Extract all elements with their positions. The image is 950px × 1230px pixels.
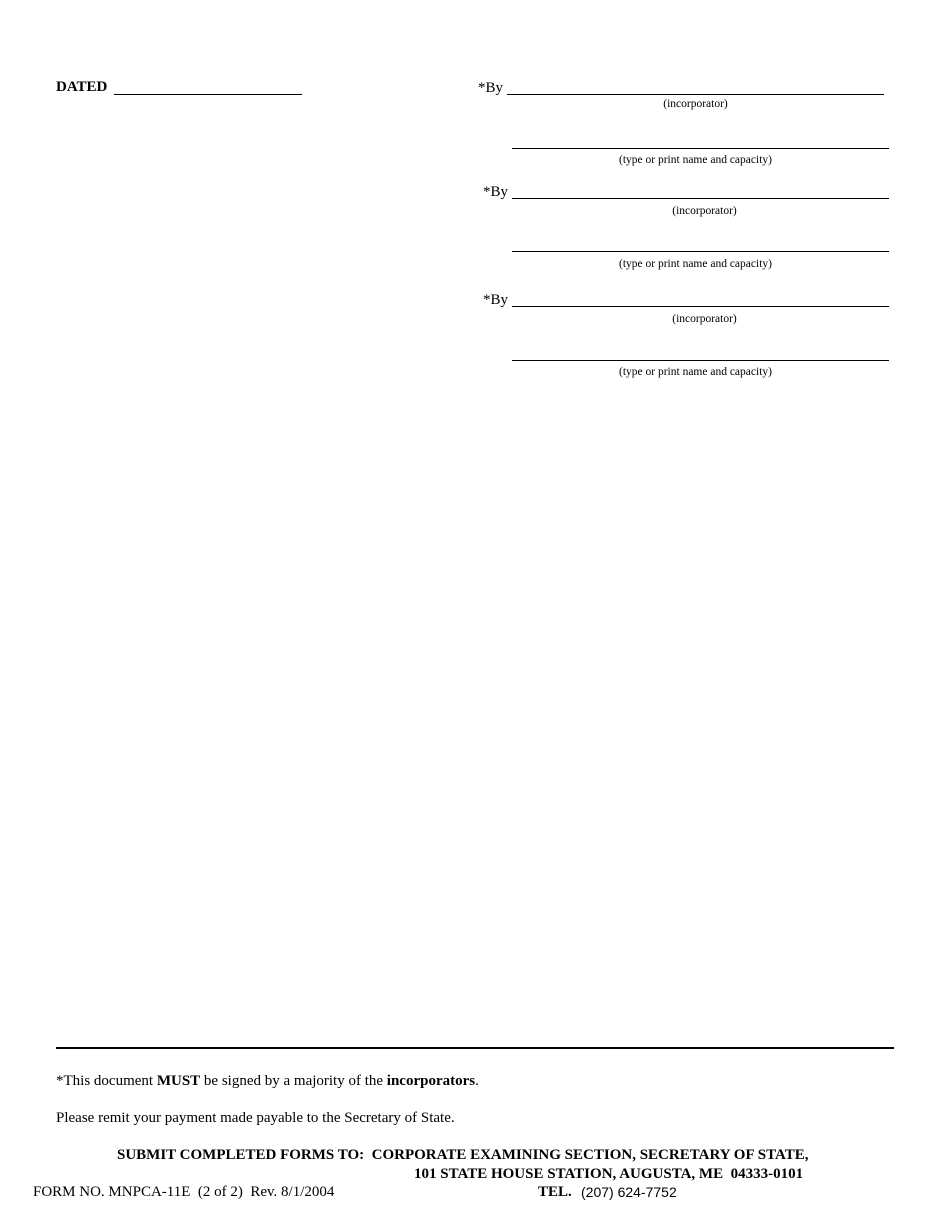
submit-line-1: SUBMIT COMPLETED FORMS TO: CORPORATE EXAMINING SECTION, SECRETARY OF STATE, [117, 1147, 809, 1163]
note-prefix: *This document [56, 1073, 157, 1089]
name-capacity-field-3[interactable] [512, 360, 889, 361]
incorporator-caption-3: (incorporator) [672, 313, 737, 325]
footer-divider [56, 1047, 894, 1049]
incorporator-signature-field-2[interactable] [512, 198, 889, 199]
dated-label: DATED [56, 79, 108, 95]
note-incorporators: incorporators [386, 1073, 476, 1089]
signing-note [56, 1072, 479, 1090]
remit-note: Please remit your payment made payable to the Secretary of State. [56, 1110, 455, 1126]
by-label-2: *By [483, 184, 509, 200]
tel-label: TEL. [538, 1184, 572, 1200]
incorporator-signature-field-1[interactable] [507, 94, 884, 95]
name-capacity-field-1[interactable] [512, 148, 889, 149]
name-capacity-field-2[interactable] [512, 251, 889, 252]
tel-number: (207) 624-7752 [581, 1184, 677, 1200]
incorporator-caption-1: (incorporator) [663, 98, 728, 110]
name-caption-1: (type or print name and capacity) [619, 154, 772, 166]
by-label-1: *By [478, 80, 504, 96]
by-label-3: *By [483, 292, 509, 308]
name-caption-2: (type or print name and capacity) [619, 258, 772, 270]
incorporator-caption-2: (incorporator) [672, 205, 737, 217]
form-number: FORM NO. MNPCA-11E (2 of 2) Rev. 8/1/2004 [33, 1184, 335, 1200]
name-caption-3: (type or print name and capacity) [619, 366, 772, 378]
submit-line-2: 101 STATE HOUSE STATION, AUGUSTA, ME 04333-0101 [414, 1166, 804, 1182]
dated-field[interactable] [114, 94, 302, 95]
note-must: MUST [156, 1073, 201, 1089]
note-middle: be signed by a majority of the [200, 1073, 387, 1089]
incorporator-signature-field-3[interactable] [512, 306, 889, 307]
note-suffix: . [475, 1073, 479, 1089]
